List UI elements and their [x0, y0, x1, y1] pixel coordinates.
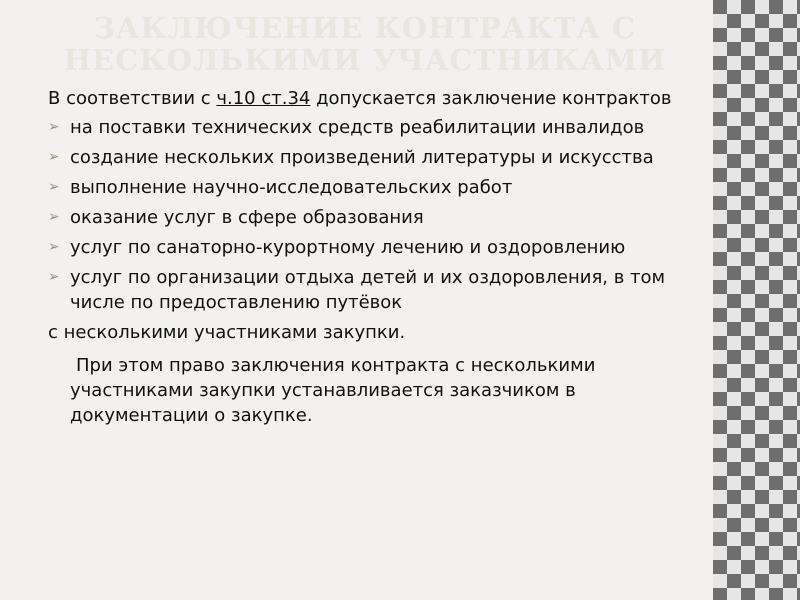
intro-prefix: В соответствии с [48, 88, 217, 109]
conclusion-text: с несколькими участниками закупки. [48, 322, 406, 343]
list-item-text: услуг по санаторно-курортному лечению и оздоровлению [70, 237, 626, 258]
slide-title: ЗАКЛЮЧЕНИЕ КОНТРАКТА С НЕСКОЛЬКИМИ УЧАСТНИКАМИ [63, 11, 667, 77]
arrow-bullet-icon: ➢ [48, 149, 60, 165]
list-item-text: на поставки технических средств реабилитации инвалидов [70, 117, 645, 138]
arrow-bullet-icon: ➢ [48, 119, 60, 135]
arrow-bullet-icon: ➢ [48, 179, 60, 195]
arrow-bullet-icon: ➢ [48, 269, 60, 285]
slide-body [48, 86, 698, 428]
list-item [48, 115, 698, 140]
decorative-pattern-strip [713, 0, 800, 600]
law-reference-link[interactable]: ч.10 ст.34 [216, 88, 311, 109]
list-item-text: оказание услуг в сфере образования [70, 207, 424, 228]
list-item-text: создание нескольких произведений литературы и искусства [70, 147, 654, 168]
list-item [48, 205, 698, 230]
contract-types-list [48, 115, 698, 315]
list-item-text: услуг по организации отдыха детей и их оздоровления, в том числе по предоставлению путёвок [70, 267, 666, 313]
list-item [48, 265, 698, 315]
list-item [48, 145, 698, 170]
intro-suffix: допускается заключение контрактов [310, 88, 672, 109]
arrow-bullet-icon: ➢ [48, 239, 60, 255]
note-paragraph: При этом право заключения контракта с несколькими участниками закупки устанавливается заказчиком в документации о закупке. [70, 355, 596, 426]
arrow-bullet-icon: ➢ [48, 209, 60, 225]
intro-paragraph [48, 86, 698, 111]
list-item [48, 175, 698, 200]
list-item-text: выполнение научно-исследовательских работ [70, 177, 513, 198]
list-item [48, 235, 698, 260]
